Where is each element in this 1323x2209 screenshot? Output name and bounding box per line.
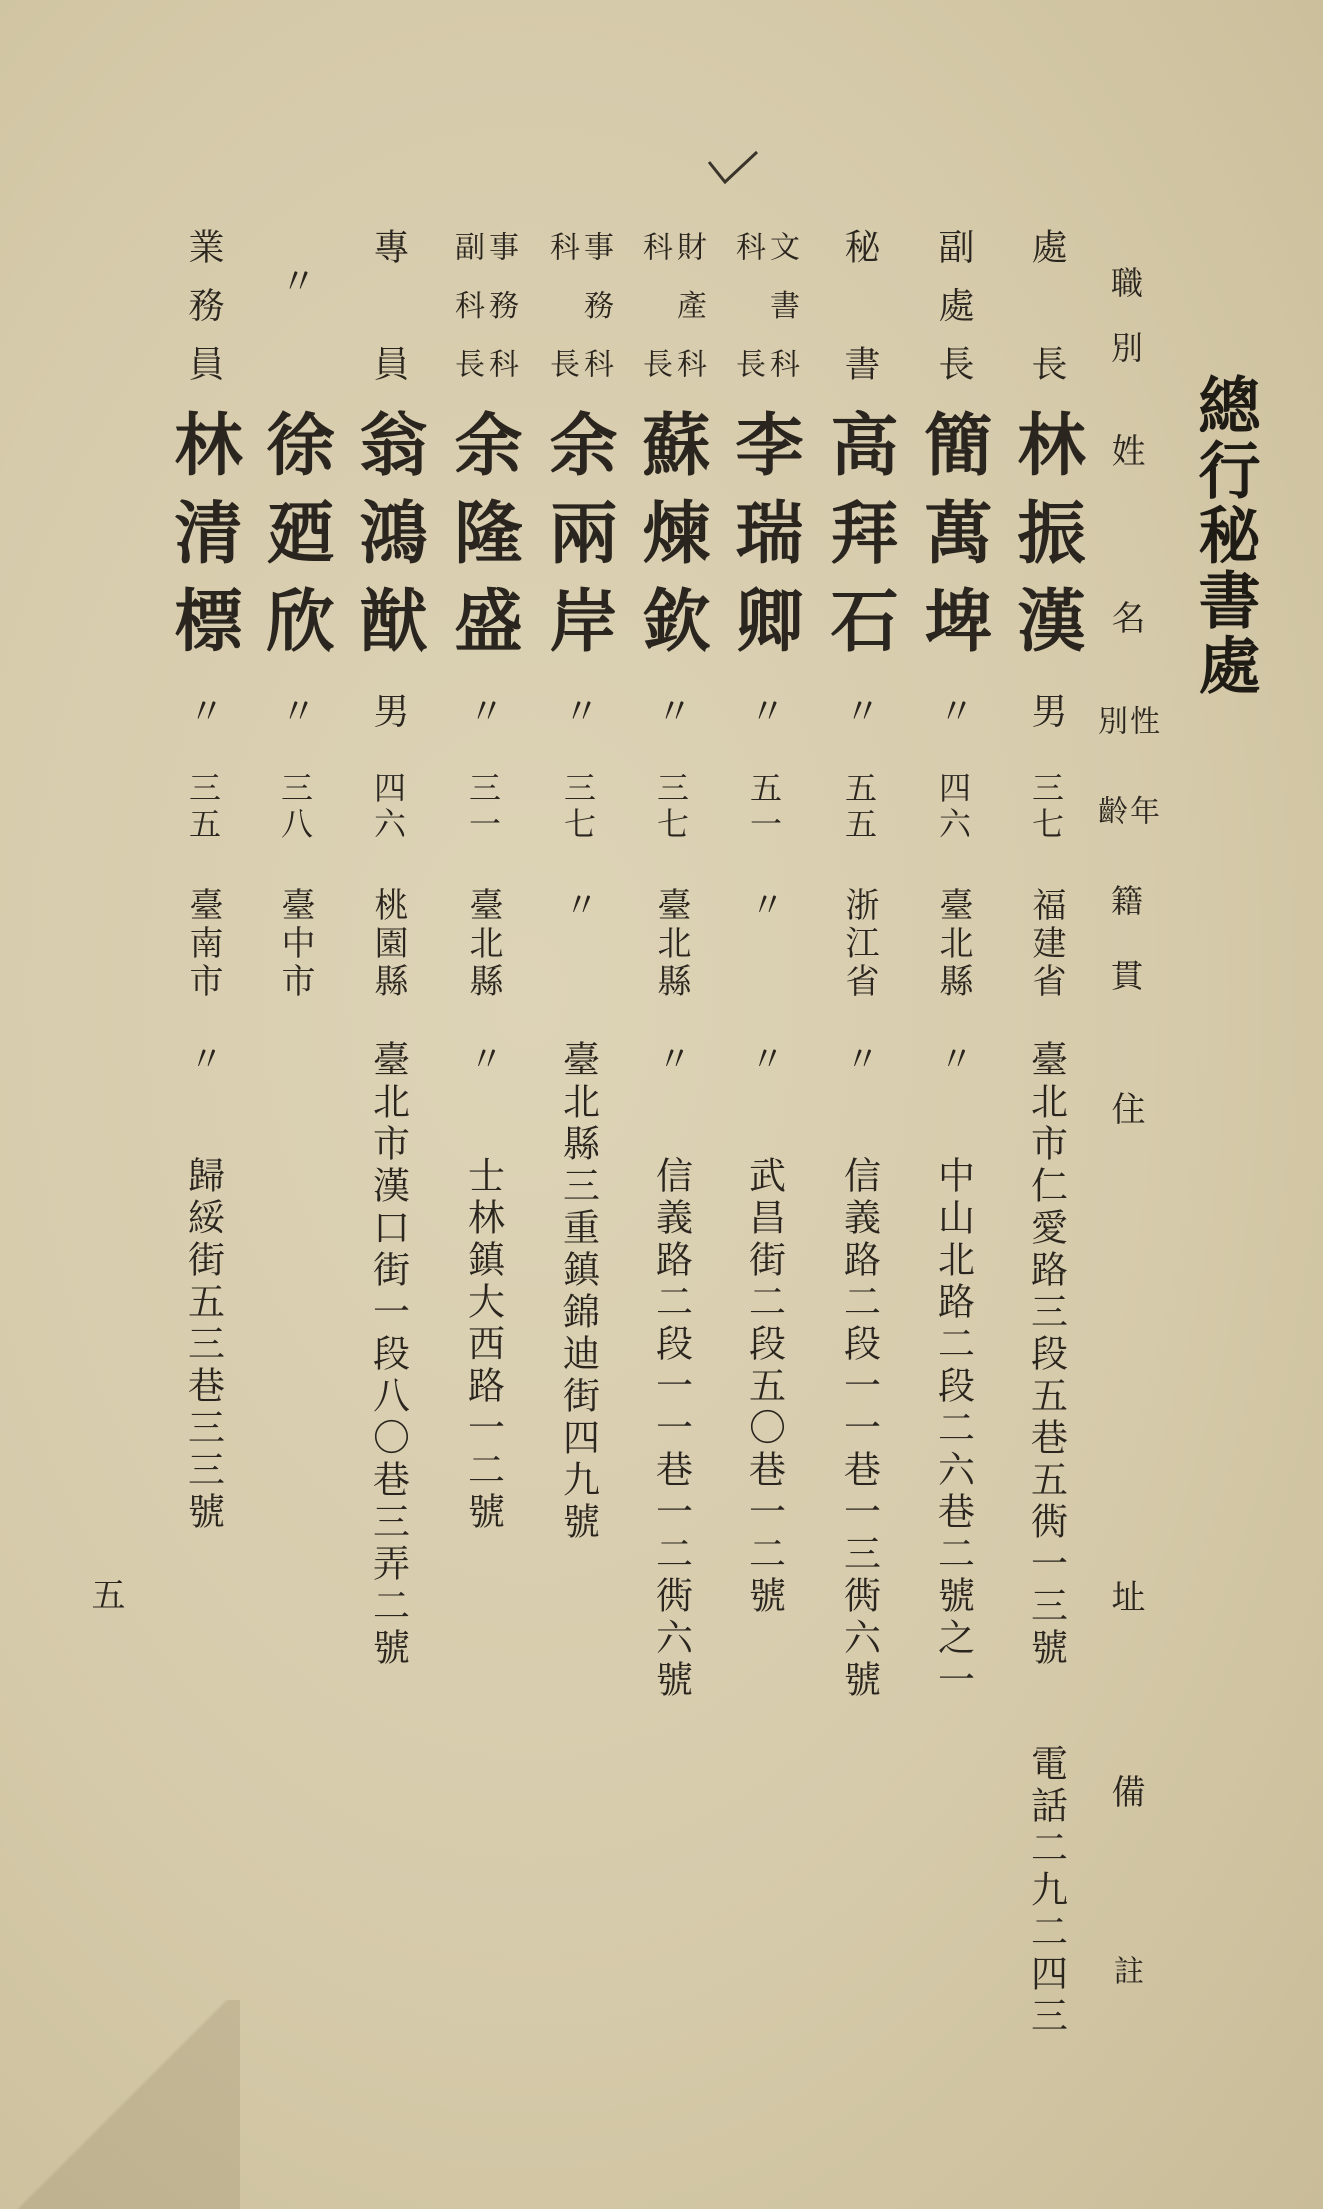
age-cell: 五五 (840, 771, 878, 843)
header-remark: 備 (1105, 1774, 1145, 1808)
name-cell: 徐廼欣 (255, 409, 335, 673)
gender-cell: 〃 (183, 692, 224, 728)
table-row (814, 0, 904, 2209)
header-position: 職別 (1106, 266, 1144, 396)
table-row (908, 0, 998, 2209)
address-cell: 士林鎮大西路一二號 (461, 1155, 505, 1534)
origin-cell: 福建省 (1026, 887, 1066, 1001)
name-cell: 余隆盛 (443, 409, 523, 673)
remark-cell: 電話二九二四三 (1024, 1743, 1068, 2038)
address-cell: 信義路二段一一巷一二衖六號 (649, 1155, 693, 1702)
position-cell: 〃 (275, 262, 316, 298)
table-row (719, 0, 809, 2209)
address-cell: 歸綏街五三巷三三號 (181, 1155, 225, 1534)
table-row (158, 0, 248, 2209)
origin-cell: 臺北縣 (651, 887, 691, 1001)
name-cell: 李瑞卿 (724, 409, 804, 673)
position-cell: 副科長 (449, 231, 484, 407)
address-ditto-cell: 〃 (933, 1041, 973, 1075)
origin-cell: 臺南市 (183, 887, 223, 1001)
name-cell: 高拜石 (819, 409, 899, 673)
gender-cell: 〃 (275, 692, 316, 728)
header-age: 年 (1124, 795, 1159, 825)
header-name: 姓 (1105, 433, 1145, 467)
table-row (533, 0, 623, 2209)
origin-cell: 臺北縣 (463, 887, 503, 1001)
name-cell: 林清標 (163, 409, 243, 673)
table-row (343, 0, 433, 2209)
address-ditto-cell: 〃 (183, 1041, 223, 1075)
address-cell: 信義路二段一一巷一三衖六號 (837, 1155, 881, 1702)
age-cell: 三五 (184, 771, 222, 843)
address-ditto-cell: 〃 (839, 1041, 879, 1075)
age-cell: 三八 (276, 771, 314, 843)
header-address: 址 (1105, 1579, 1145, 1613)
age-cell: 三七 (1027, 771, 1065, 843)
header-age: 齡 (1092, 795, 1127, 825)
table-row (626, 0, 716, 2209)
header-gender: 別 (1092, 705, 1127, 735)
address-cell: 臺北市仁愛路三段五巷五衖一三號 (1024, 1039, 1068, 1670)
position-cell: 事務科 (578, 231, 613, 407)
address-ditto-cell: 〃 (744, 1041, 784, 1075)
position-cell: 副處長 (933, 228, 974, 404)
gender-cell: 〃 (558, 692, 599, 728)
gender-cell: 〃 (463, 692, 504, 728)
name-cell: 翁鴻猷 (348, 409, 428, 673)
position-cell: 事務科 (483, 231, 518, 407)
position-cell: 處長 (1026, 228, 1067, 462)
age-cell: 三一 (464, 771, 502, 843)
header-origin: 籍 (1106, 884, 1144, 916)
address-ditto-cell: 〃 (463, 1041, 503, 1075)
address-cell: 臺北市漢口街一段八〇巷三弄二號 (366, 1039, 410, 1670)
table-header-column (1080, 0, 1170, 2209)
origin-cell: 臺北縣 (933, 887, 973, 1001)
origin-cell: 〃 (558, 887, 598, 925)
position-cell: 專員 (368, 228, 409, 462)
age-cell: 四六 (369, 771, 407, 843)
address-cell: 中山北路二段二六巷二號之一 (931, 1155, 975, 1702)
origin-cell: 〃 (744, 887, 784, 925)
page-number: 五 (85, 1577, 125, 1611)
age-cell: 三七 (559, 771, 597, 843)
name-cell: 林振漢 (1006, 409, 1086, 673)
gender-cell: 〃 (651, 692, 692, 728)
gender-cell: 〃 (933, 692, 974, 728)
header-gender: 性 (1124, 705, 1159, 735)
position-cell: 科長 (544, 231, 579, 465)
header-remark: 註 (1108, 1955, 1143, 1985)
folded-corner (0, 2000, 240, 2209)
position-cell: 文書科 (764, 231, 799, 407)
address-cell: 臺北縣三重鎮錦迪街四九號 (556, 1039, 600, 1544)
gender-cell: 男 (1026, 692, 1067, 728)
header-origin: 貫 (1106, 959, 1144, 991)
origin-cell: 浙江省 (839, 887, 879, 1001)
position-cell: 科長 (730, 231, 765, 465)
origin-cell: 桃園縣 (368, 887, 408, 1001)
age-cell: 四六 (934, 771, 972, 843)
name-cell: 蘇煉欽 (631, 409, 711, 673)
gender-cell: 男 (368, 692, 409, 728)
page-title: 總行秘書處 (1188, 373, 1261, 698)
address-cell: 武昌街二段五〇巷一二號 (742, 1155, 786, 1618)
origin-cell: 臺中市 (275, 887, 315, 1001)
position-cell: 業務員 (183, 228, 224, 404)
gender-cell: 〃 (839, 692, 880, 728)
name-cell: 簡萬埤 (913, 409, 993, 673)
table-row (438, 0, 528, 2209)
gender-cell: 〃 (744, 692, 785, 728)
position-cell: 科長 (637, 231, 672, 465)
age-cell: 五一 (745, 771, 783, 843)
position-cell: 秘書 (839, 228, 880, 462)
age-cell: 三七 (652, 771, 690, 843)
position-cell: 財產科 (671, 231, 706, 407)
name-cell: 余兩岸 (538, 409, 618, 673)
header-address: 住 (1105, 1091, 1145, 1125)
header-name: 名 (1105, 600, 1145, 634)
address-ditto-cell: 〃 (651, 1041, 691, 1075)
table-row (1001, 0, 1091, 2209)
table-row (250, 0, 340, 2209)
